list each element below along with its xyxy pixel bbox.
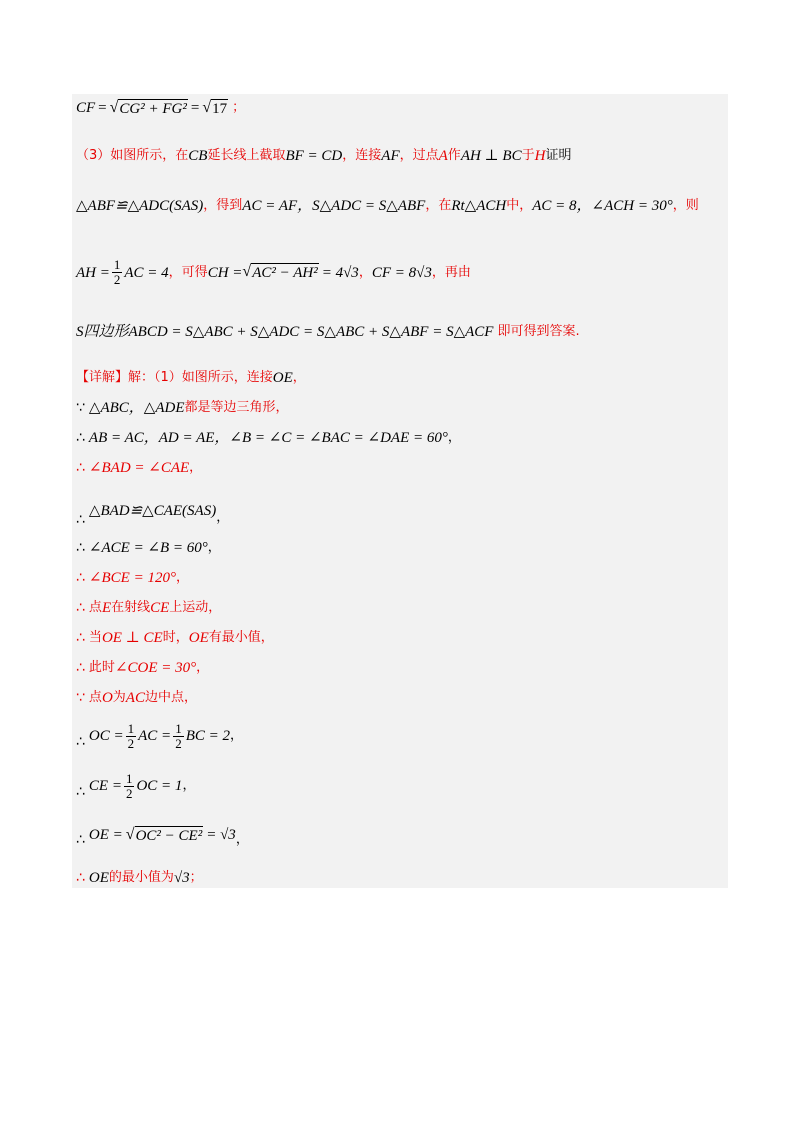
- math-oe: OE: [88, 870, 109, 886]
- therefore-symbol: ∴: [76, 784, 85, 800]
- math-oe-result: = √3: [206, 827, 236, 843]
- text: 有最小值，: [208, 630, 274, 645]
- text: 边中点，: [144, 690, 197, 705]
- line-13: [76, 598, 221, 618]
- line-14: [76, 628, 274, 648]
- text: ，再由: [431, 264, 471, 280]
- math-angle-ace: ∠ACE = ∠B = 60°: [88, 540, 208, 556]
- therefore-symbol: ∴: [76, 430, 85, 446]
- therefore-symbol: ∴: [76, 832, 85, 848]
- math-ac-af: AC = AF，S△ADC = S△ABF: [242, 198, 426, 214]
- line-19: [76, 820, 249, 850]
- therefore-symbol: ∴: [76, 734, 85, 750]
- math-cf: CF: [76, 100, 96, 116]
- fraction-half: [124, 772, 135, 801]
- line-step3: [76, 146, 571, 166]
- frac-numerator: 1: [175, 720, 182, 736]
- punct: ，: [447, 430, 461, 445]
- sqrt-inner: AC² − AH²: [252, 265, 318, 281]
- math-cb: CB: [188, 148, 208, 164]
- math-congruence: △ABF≌△ADC(SAS): [76, 198, 204, 214]
- punct: ，: [189, 460, 203, 475]
- text: 时，: [162, 630, 189, 645]
- therefore-symbol: ∴: [76, 540, 85, 556]
- text-step3-intro: （3）如图所示，在: [76, 148, 189, 163]
- text: ，得到: [203, 198, 243, 213]
- fraction-half: [173, 722, 184, 751]
- text: ，: [358, 264, 372, 280]
- math-triangles: △ABC，△ADE: [88, 400, 185, 416]
- math-rt-ach: Rt△ACH: [451, 198, 507, 214]
- text: 上运动，: [169, 600, 222, 615]
- line-ah-ch: [76, 258, 471, 287]
- math-angle-bce: ∠BCE = 120°: [88, 570, 176, 586]
- text: 于: [521, 148, 535, 163]
- text: 点: [88, 600, 102, 615]
- math-ac-4: AC = 4: [124, 264, 169, 281]
- line-8: [76, 428, 461, 448]
- punct: ；: [189, 870, 203, 885]
- math-oe: OE: [188, 630, 209, 646]
- punct: ，: [229, 728, 243, 743]
- line-16: [76, 688, 197, 708]
- line-11: [76, 538, 221, 558]
- frac-numerator: 1: [113, 257, 121, 272]
- line-7: [76, 398, 289, 418]
- punct: ，: [235, 832, 249, 847]
- math-oe-perp-ce: OE ⊥ CE: [101, 630, 163, 646]
- math-ch-result: = 4√3: [321, 264, 359, 281]
- therefore-symbol: ∴: [76, 870, 85, 886]
- line-9: [76, 458, 202, 478]
- line-12: [76, 568, 189, 588]
- line-area: [76, 322, 580, 342]
- sqrt-inner: OC² − CE²: [135, 827, 203, 844]
- line-18: [76, 770, 195, 802]
- math-ce: CE: [150, 600, 170, 616]
- math-ah: AH =: [76, 264, 110, 281]
- line-detail-header: [76, 368, 306, 388]
- therefore-symbol: ∴: [76, 600, 85, 616]
- fraction-half: [112, 258, 123, 287]
- math-sqrt: √ CG² + FG²: [109, 98, 187, 117]
- math-o: O: [101, 690, 113, 706]
- math-af: AF: [381, 148, 400, 164]
- math-eq: =: [98, 100, 107, 116]
- math-sqrt: √ AC² − AH²: [242, 263, 318, 281]
- math-e: E: [101, 600, 112, 616]
- math-angle-coe: ∠COE = 30°: [114, 660, 197, 676]
- line-congruence: [76, 196, 699, 216]
- line-15: [76, 658, 209, 678]
- punct: ，: [207, 540, 221, 555]
- therefore-symbol: ∴: [76, 512, 85, 528]
- text: ，连接: [342, 148, 382, 163]
- punct: ，: [182, 778, 196, 793]
- math-congruence-bad: △BAD≌△CAE(SAS): [88, 503, 217, 519]
- line-17: [76, 720, 243, 752]
- frac-denominator: 2: [113, 272, 121, 287]
- punct: ；: [232, 100, 246, 115]
- math-ac: AC =: [138, 728, 172, 744]
- text: 即可得到答案.: [497, 324, 580, 339]
- therefore-symbol: ∴: [76, 630, 85, 646]
- frac-denominator: 2: [175, 735, 182, 751]
- math-eq2: =: [190, 100, 200, 116]
- text: ，则: [672, 198, 699, 213]
- math-a: A: [438, 148, 448, 164]
- math-ch: CH =: [207, 264, 243, 281]
- text: 在射线: [111, 600, 151, 615]
- text: ，在: [425, 198, 452, 213]
- frac-denominator: 2: [127, 735, 135, 751]
- math-oe: OE =: [88, 827, 123, 843]
- sqrt-inner: CG² + FG²: [119, 100, 187, 117]
- text: ，过点: [399, 148, 439, 163]
- math-sqrt-17: √ 17: [202, 98, 228, 117]
- text: 都是等边三角形，: [184, 400, 289, 415]
- punct: ，: [175, 570, 189, 585]
- math-area-equation: S四边形ABCD = S△ABC + S△ADC = S△ABC + S△ABF = S△ACF: [76, 324, 494, 340]
- math-ce: CE =: [88, 778, 122, 794]
- sqrt-17-value: 17: [212, 100, 228, 117]
- math-ac-8: AC = 8，∠ACH = 30°: [532, 198, 673, 214]
- math-bf-cd: BF = CD: [285, 148, 343, 164]
- text: 此时: [88, 660, 115, 675]
- math-min-value: √3: [173, 870, 190, 886]
- text: 为: [112, 690, 126, 705]
- text: 点: [88, 690, 102, 705]
- punct: ，: [196, 660, 210, 675]
- text: 延长线上截取: [207, 148, 286, 163]
- line-20: [76, 868, 203, 888]
- math-angle-bad: ∠BAD = ∠CAE: [88, 460, 190, 476]
- because-symbol: ∵: [76, 400, 85, 416]
- frac-numerator: 1: [125, 770, 133, 786]
- math-cf: CF = 8√3: [371, 264, 432, 281]
- because-symbol: ∵: [76, 690, 85, 706]
- line-10: [76, 492, 229, 530]
- math-sqrt: √ OC² − CE²: [125, 825, 203, 844]
- therefore-symbol: ∴: [76, 570, 85, 586]
- text: ，可得: [168, 264, 208, 280]
- frac-numerator: 1: [127, 720, 135, 736]
- line-cf-result: [76, 98, 245, 118]
- punct: ，: [216, 510, 230, 525]
- frac-denominator: 2: [125, 785, 133, 801]
- math-oc: OC = 1: [136, 778, 183, 794]
- text: 证明: [545, 148, 572, 163]
- text-detail-tag: 【详解】解：（1）如图所示，连接: [76, 370, 273, 385]
- math-h: H: [534, 148, 546, 164]
- therefore-symbol: ∴: [76, 460, 85, 476]
- text: 当: [88, 630, 102, 645]
- math-bc: BC = 2: [185, 728, 230, 744]
- text: 作: [447, 148, 461, 163]
- therefore-symbol: ∴: [76, 660, 85, 676]
- math-ah-perp: AH ⊥ BC: [460, 148, 522, 164]
- math-oc: OC =: [88, 728, 124, 744]
- text: 的最小值为: [108, 870, 174, 885]
- text: 中，: [506, 198, 533, 213]
- math-oe: OE: [272, 370, 293, 386]
- fraction-half: [126, 722, 137, 751]
- math-equal-sides: AB = AC，AD = AE，∠B = ∠C = ∠BAC = ∠DAE = 60°: [88, 430, 448, 446]
- math-ac: AC: [125, 690, 145, 706]
- punct: ，: [292, 370, 306, 385]
